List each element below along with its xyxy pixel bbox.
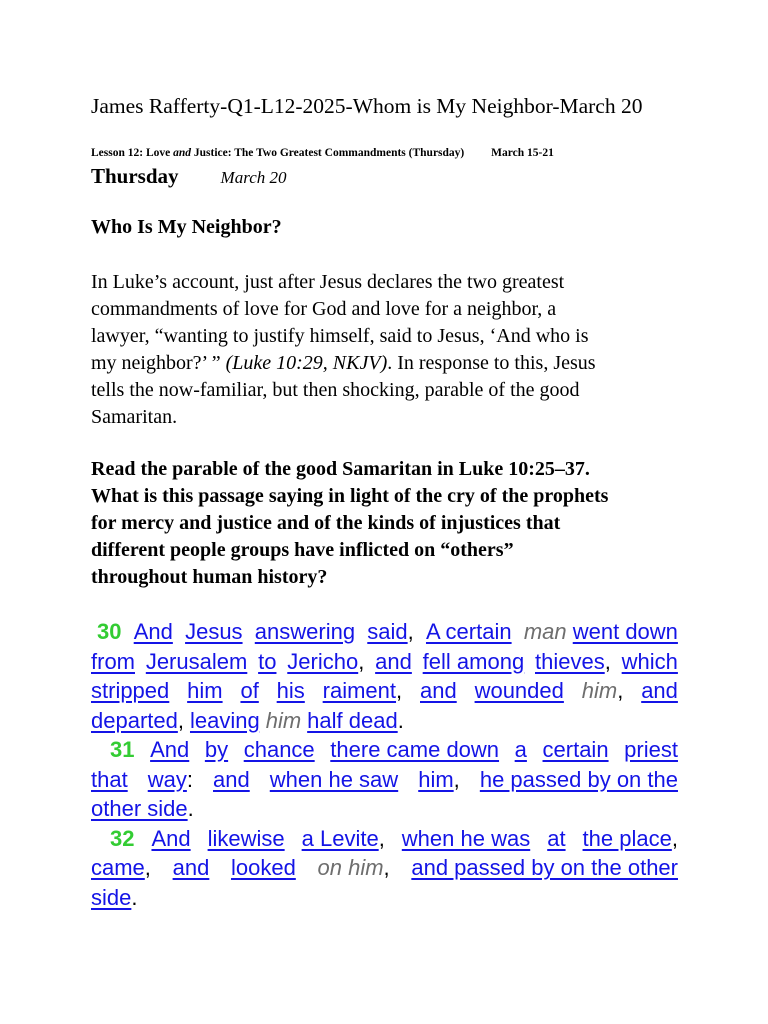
word-link[interactable]: by	[204, 737, 229, 762]
word-link[interactable]: And	[151, 825, 191, 851]
word-link[interactable]: and	[641, 678, 678, 703]
supplied-word: man	[523, 619, 567, 644]
word-link[interactable]: there came down	[330, 737, 500, 762]
paragraph-text: my neighbor?’ ”	[91, 352, 226, 374]
paragraph-line: In Luke’s account, just after Jesus declares the two greatest	[91, 271, 565, 293]
document-title: James Rafferty-Q1-L12-2025-Whom is My Neighbor-March 20	[91, 94, 643, 118]
lesson-header	[91, 147, 554, 159]
day-header	[91, 164, 287, 189]
word-link[interactable]: looked	[230, 855, 296, 880]
question-line: Read the parable of the good Samaritan in Luke 10:25–37.	[91, 458, 590, 480]
supplied-word: him	[265, 707, 302, 733]
lesson-title-and: and	[173, 147, 192, 159]
lesson-title-prefix: Lesson 12: Love	[91, 147, 174, 159]
word-link[interactable]: and	[172, 855, 210, 880]
verse-line	[91, 824, 678, 854]
paragraph-line: Samaritan.	[91, 406, 178, 428]
word-link[interactable]: Jerusalem	[145, 648, 248, 674]
word-link[interactable]: half dead	[307, 707, 398, 733]
verse-line	[91, 617, 678, 647]
word-link[interactable]: And	[133, 619, 173, 644]
word-link[interactable]: raiment	[322, 678, 397, 703]
punctuation: :	[186, 766, 193, 792]
paragraph-line	[91, 350, 691, 377]
punctuation: ,	[177, 707, 184, 733]
verse-line	[91, 706, 678, 736]
lesson-dates: March 15-21	[491, 147, 554, 159]
word-link[interactable]: he passed by on the	[479, 766, 678, 792]
word-link[interactable]: wounded	[474, 678, 564, 703]
word-link[interactable]: stripped	[91, 678, 170, 703]
punctuation: ,	[617, 678, 624, 703]
word-link[interactable]: went down	[572, 619, 678, 644]
word-link[interactable]: thieves	[535, 648, 605, 674]
verse-line	[91, 735, 678, 765]
punctuation: ,	[604, 648, 611, 674]
scripture-reference: (Luke 10:29, NKJV)	[225, 352, 388, 374]
word-link[interactable]: A certain	[425, 619, 512, 644]
word-link[interactable]: said	[367, 619, 408, 644]
word-link[interactable]: came	[91, 855, 145, 880]
question-line: different people groups have inflicted on “others”	[91, 539, 514, 561]
lesson-title-suffix: Justice: The Two Greatest Commandments (Thursday)	[191, 147, 465, 159]
word-link[interactable]: side	[91, 884, 132, 910]
word-link[interactable]: chance	[243, 737, 315, 762]
word-link[interactable]: departed	[91, 707, 178, 733]
punctuation: .	[397, 707, 404, 733]
word-link[interactable]: of	[240, 678, 259, 703]
question-line: What is this passage saying in light of the cry of the prophets	[91, 485, 609, 507]
word-link[interactable]: his	[276, 678, 305, 703]
word-link[interactable]: and	[213, 766, 250, 792]
verse-number-31: 31	[110, 737, 135, 762]
punctuation: ,	[383, 855, 390, 880]
word-link[interactable]: answering	[254, 619, 356, 644]
bible-verses	[91, 617, 678, 912]
verse-line	[91, 853, 678, 883]
section-heading: Who Is My Neighbor?	[91, 216, 282, 238]
word-link[interactable]: likewise	[207, 825, 285, 851]
punctuation: .	[187, 796, 194, 821]
question-line: throughout human history?	[91, 566, 328, 588]
verse-line	[91, 647, 678, 677]
word-link[interactable]: him	[418, 766, 454, 792]
word-link[interactable]: that	[91, 766, 128, 792]
word-link[interactable]: a Levite	[301, 825, 379, 851]
word-link[interactable]: when he was	[401, 825, 531, 851]
intro-paragraph	[91, 269, 691, 431]
word-link[interactable]: at	[547, 825, 566, 851]
paragraph-line: lawyer, “wanting to justify himself, said to Jesus, ‘And who is	[91, 325, 589, 347]
word-link[interactable]: and	[375, 648, 412, 674]
verse-number-32: 32	[110, 825, 135, 851]
word-link[interactable]: priest	[624, 737, 678, 762]
verse-line	[91, 883, 678, 913]
word-link[interactable]: leaving	[189, 707, 260, 733]
word-link[interactable]: And	[150, 737, 190, 762]
paragraph-line: tells the now-familiar, but then shocking, parable of the good	[91, 379, 580, 401]
word-link[interactable]: the place	[582, 825, 672, 851]
word-link[interactable]: Jericho	[287, 648, 359, 674]
word-link[interactable]: from	[91, 648, 135, 674]
word-link[interactable]: which	[621, 648, 678, 674]
word-link[interactable]: to	[258, 648, 277, 674]
paragraph-line: commandments of love for God and love for a neighbor, a	[91, 298, 557, 320]
word-link[interactable]: Jesus	[185, 619, 243, 644]
word-link[interactable]: and	[420, 678, 457, 703]
day-name: Thursday	[91, 164, 179, 188]
supplied-word: on him	[317, 855, 384, 880]
word-link[interactable]: when he saw	[269, 766, 399, 792]
word-link[interactable]: a	[514, 737, 527, 762]
study-question	[91, 456, 691, 591]
punctuation: ,	[671, 825, 678, 851]
question-line: for mercy and justice and of the kinds of injustices that	[91, 512, 561, 534]
verse-number-30: 30	[97, 619, 122, 644]
verse-line	[91, 765, 678, 795]
word-link[interactable]: fell among	[422, 648, 525, 674]
punctuation: ,	[378, 825, 385, 851]
word-link[interactable]: other side	[91, 796, 188, 821]
verse-line	[91, 676, 678, 706]
supplied-word: him	[581, 678, 618, 703]
word-link[interactable]: certain	[542, 737, 609, 762]
punctuation: ,	[453, 766, 460, 792]
word-link[interactable]: way	[147, 766, 187, 792]
paragraph-text: . In response to this, Jesus	[387, 352, 596, 374]
word-link[interactable]: him	[187, 678, 223, 703]
word-link[interactable]: and passed by on the other	[411, 855, 678, 880]
punctuation: .	[131, 884, 138, 910]
punctuation: ,	[407, 619, 414, 644]
verse-line	[91, 794, 678, 824]
punctuation: ,	[396, 678, 403, 703]
punctuation: ,	[358, 648, 365, 674]
punctuation: ,	[144, 855, 151, 880]
day-date: March 20	[220, 168, 287, 187]
